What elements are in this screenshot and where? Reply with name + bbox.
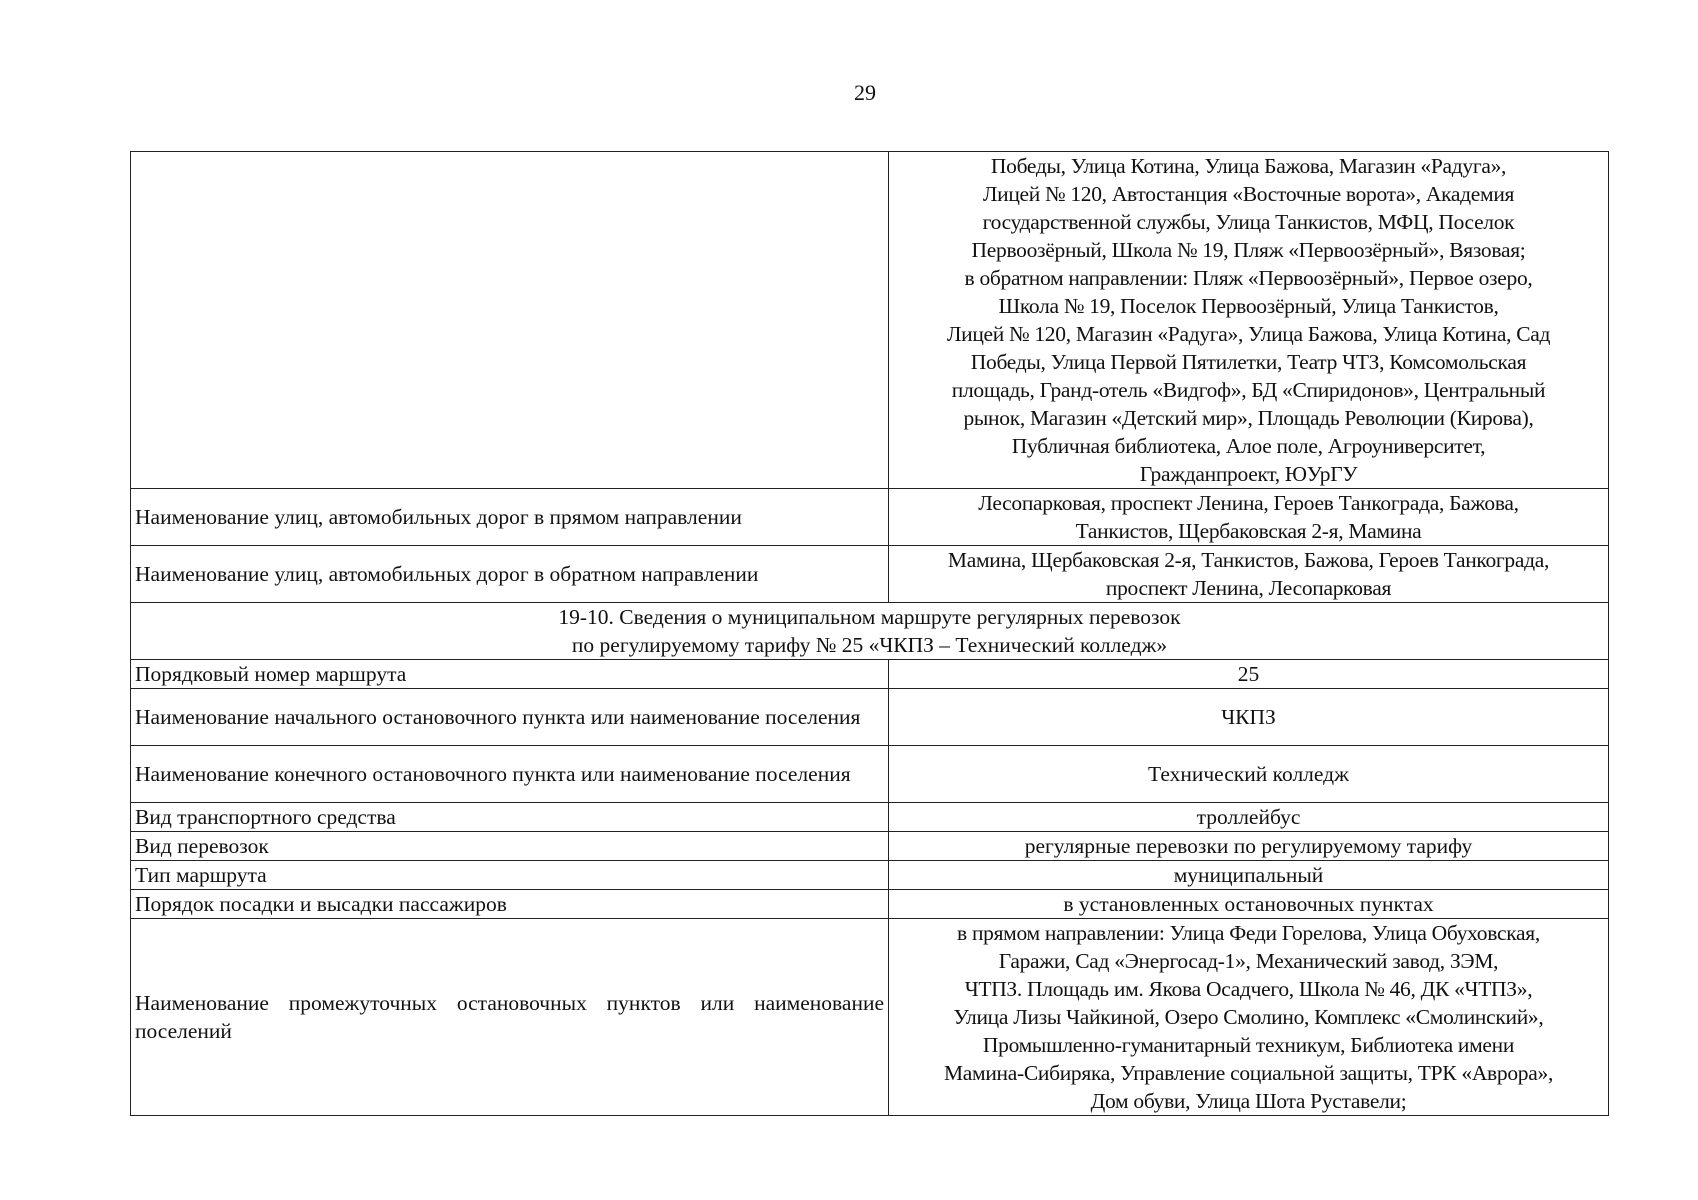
text-line: Лицей № 120, Автостанция «Восточные ворота», Академия (982, 182, 1515, 206)
row-value: ЧКПЗ (889, 689, 1609, 746)
row-label: Наименование начального остановочного пункта или наименование поселения (131, 689, 889, 746)
row-value: Технический колледж (889, 746, 1609, 803)
row-value: троллейбус (889, 803, 1609, 832)
text-line: Победы, Улица Первой Пятилетки, Театр ЧТЗ, Комсомольская (970, 350, 1527, 374)
row-value: муниципальный (889, 861, 1609, 890)
streets-backward-row (131, 546, 1609, 603)
text-line: Лесопарковая, проспект Ленина, Героев Танкограда, Бажова, (978, 491, 1519, 515)
intermediate-stops-value (889, 919, 1609, 1116)
table-row (131, 746, 1609, 803)
section-title (131, 603, 1609, 660)
row-label: Порядок посадки и высадки пассажиров (131, 890, 889, 919)
text-line: Гаражи, Сад «Энергосад-1», Механический завод, ЗЭМ, (998, 949, 1499, 973)
text-line: Дом обуви, Улица Шота Руставели; (1090, 1089, 1407, 1113)
table-row (131, 832, 1609, 861)
streets-forward-label: Наименование улиц, автомобильных дорог в прямом направлении (131, 489, 889, 546)
streets-forward-row (131, 489, 1609, 546)
table-row (131, 689, 1609, 746)
page-number: 29 (854, 80, 876, 105)
text-line: 19-10. Сведения о муниципальном маршруте регулярных перевозок (558, 605, 1181, 629)
text-line: Лицей № 120, Магазин «Радуга», Улица Бажова, Улица Котина, Сад (946, 322, 1551, 346)
text-line: Гражданпроект, ЮУрГУ (1139, 462, 1358, 486)
row-label: Наименование конечного остановочного пункта или наименование поселения (131, 746, 889, 803)
continuation-empty-cell (131, 152, 889, 489)
route-table (130, 151, 1609, 1116)
text-line: рынок, Магазин «Детский мир», Площадь Революции (Кирова), (963, 406, 1534, 430)
text-line: Первоозёрный, Школа № 19, Пляж «Первоозёрный», Вязовая; (971, 238, 1526, 262)
text-line: в прямом направлении: Улица Феди Горелова, Улица Обуховская, (957, 921, 1540, 945)
row-value: 25 (889, 660, 1609, 689)
text-line: площадь, Гранд-отель «Видгоф», БД «Спиридонов», Центральный (951, 378, 1546, 402)
text-line: Улица Лизы Чайкиной, Озеро Смолино, Комплекс «Смолинский», (953, 1005, 1544, 1029)
intermediate-stops-label: Наименование промежуточных остановочных пунктов или наименование поселений (131, 919, 889, 1116)
text-line: ЧТПЗ. Площадь им. Якова Осадчего, Школа № 46, ДК «ЧТПЗ», (964, 977, 1533, 1001)
streets-backward-label: Наименование улиц, автомобильных дорог в обратном направлении (131, 546, 889, 603)
row-value: регулярные перевозки по регулируемому тарифу (889, 832, 1609, 861)
text-line: Танкистов, Щербаковская 2-я, Мамина (1075, 519, 1422, 543)
table-row (131, 803, 1609, 832)
table-row (131, 861, 1609, 890)
text-line: в обратном направлении: Пляж «Первоозёрный», Первое озеро, (964, 266, 1533, 290)
table-row (131, 890, 1609, 919)
text-line: Мамина, Щербаковская 2-я, Танкистов, Бажова, Героев Танкограда, (947, 548, 1550, 572)
text-line: Мамина-Сибиряка, Управление социальной защиты, ТРК «Аврора», (943, 1061, 1554, 1085)
text-line: Школа № 19, Поселок Первоозёрный, Улица Танкистов, (998, 294, 1499, 318)
text-line: Победы, Улица Котина, Улица Бажова, Магазин «Радуга», (990, 154, 1507, 178)
text-line: проспект Ленина, Лесопарковая (1105, 576, 1392, 600)
row-label: Порядковый номер маршрута (131, 660, 889, 689)
row-value: в установленных остановочных пунктах (889, 890, 1609, 919)
continuation-stops-cell (889, 152, 1609, 489)
table-row (131, 660, 1609, 689)
text-line: государственной службы, Улица Танкистов, МФЦ, Поселок (982, 210, 1515, 234)
section-header-row (131, 603, 1609, 660)
row-label: Вид транспортного средства (131, 803, 889, 832)
text-line: Промышленно-гуманитарный техникум, Библиотека имени (982, 1033, 1515, 1057)
intermediate-stops-row (131, 919, 1609, 1116)
row-label: Вид перевозок (131, 832, 889, 861)
row-label: Тип маршрута (131, 861, 889, 890)
text-line: Публичная библиотека, Алое поле, Агроуниверситет, (1011, 434, 1486, 458)
streets-forward-value (889, 489, 1609, 546)
continuation-row (131, 152, 1609, 489)
streets-backward-value (889, 546, 1609, 603)
text-line: по регулируемому тарифу № 25 «ЧКПЗ – Технический колледж» (571, 633, 1168, 657)
